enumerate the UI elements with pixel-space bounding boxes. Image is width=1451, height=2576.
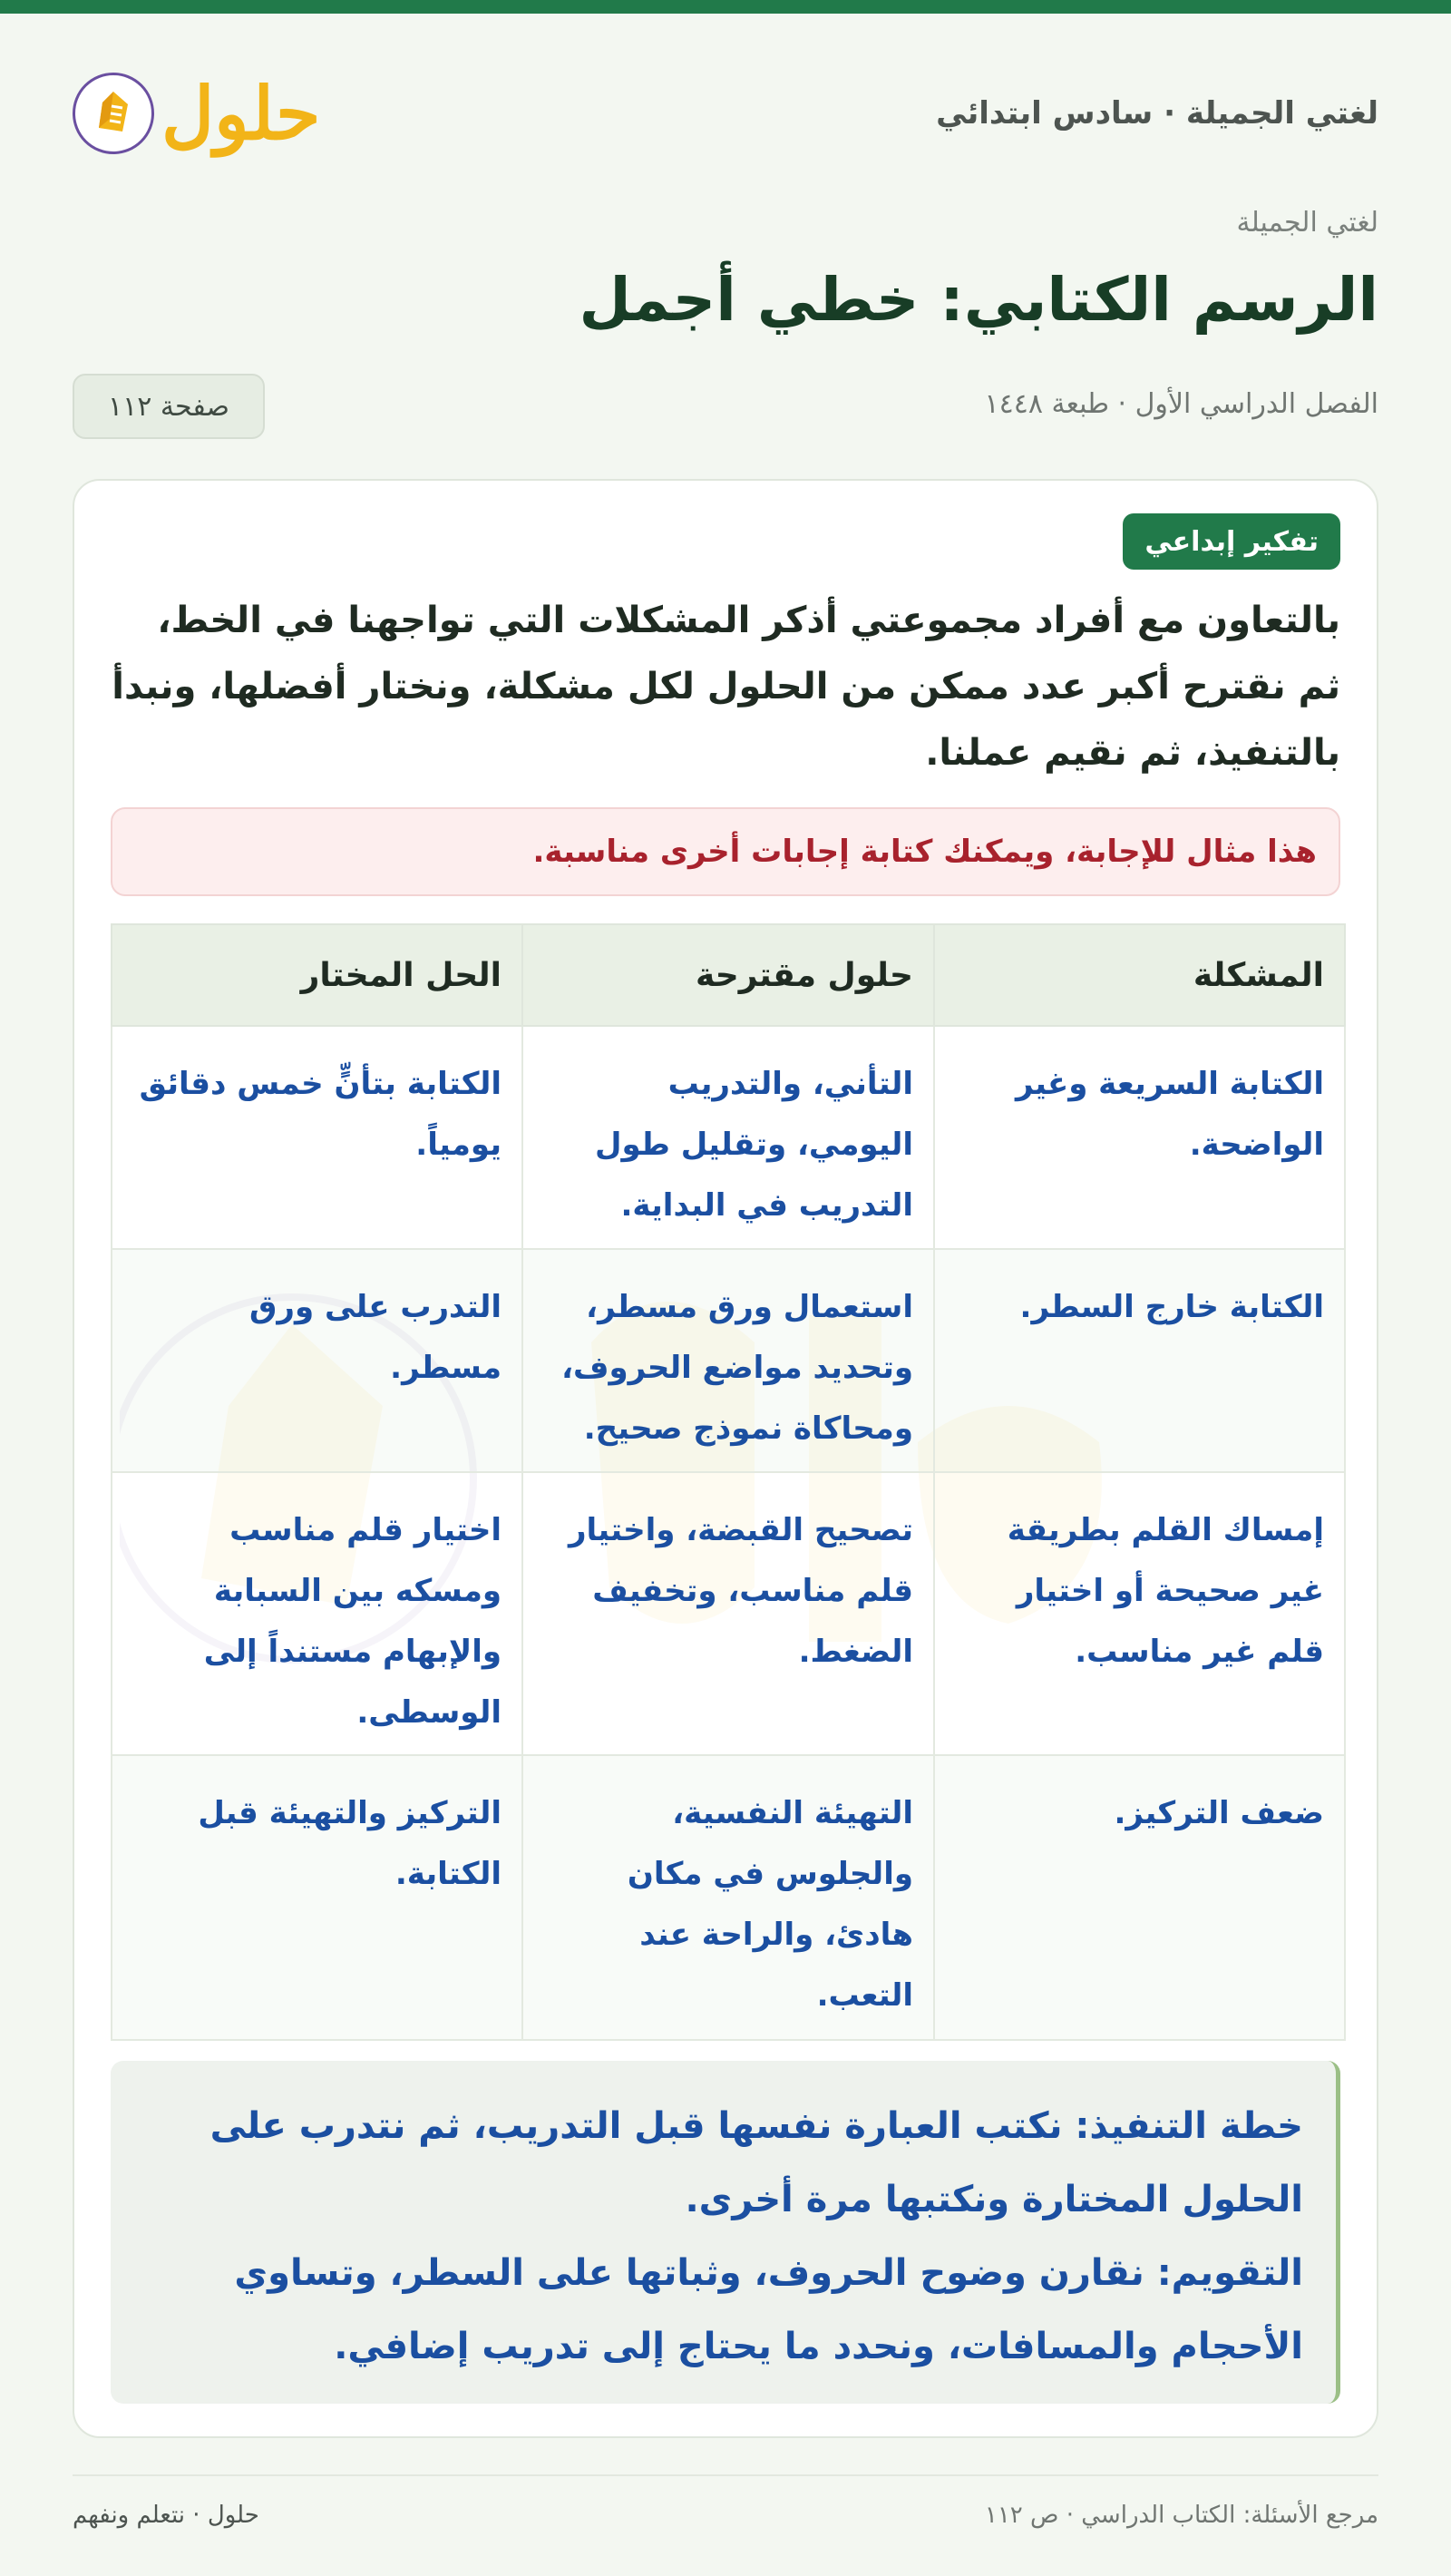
evaluation-text: التقويم: نقارن وضوح الحروف، وثباتها على السطر، وتساوي الأحجام والمسافات، ونحدد ما يحتاج إلى تدريب إضافي. [234,2252,1303,2367]
column-header-problem: المشكلة [934,924,1345,1026]
footer-brand: حلول · نتعلم ونفهم [73,2502,259,2529]
column-header-chosen: الحل المختار [112,924,522,1026]
table-header-row [112,924,1345,1026]
site-header [73,63,1378,163]
column-header-suggested: حلول مقترحة [522,924,934,1026]
suggested-cell: التهيئة النفسية، والجلوس في مكان هادئ، والراحة عند التعب. [522,1755,934,2040]
problem-cell: ضعف التركيز. [934,1755,1345,2040]
implementation-plan: خطة التنفيذ: نكتب العبارة نفسها قبل التدريب، ثم نتدرب على الحلول المختارة ونكتبها مرة أخرى. [209,2105,1303,2220]
chosen-cell: التدرب على ورق مسطر. [112,1249,522,1472]
page-number-badge: صفحة ١١٢ [73,374,265,439]
problem-cell: الكتابة خارج السطر. [934,1249,1345,1472]
site-logo[interactable] [73,73,320,154]
chosen-cell: اختيار قلم مناسب ومسكه بين السبابة والإبهام مستنداً إلى الوسطى. [112,1472,522,1755]
problem-cell: الكتابة السريعة وغير الواضحة. [934,1026,1345,1249]
plan-and-evaluation-box [111,2061,1340,2404]
header-subject: لغتي الجميلة · سادس ابتدائي [936,95,1378,132]
creative-thinking-tag: تفكير إبداعي [1123,513,1340,570]
footer-divider [73,2474,1378,2476]
suggested-cell: التأني، والتدريب اليومي، وتقليل طول التدريب في البداية. [522,1026,934,1249]
table-row [112,1755,1345,2040]
table-row [112,1026,1345,1249]
problem-cell: إمساك القلم بطريقة غير صحيحة أو اختيار قلم غير مناسب. [934,1472,1345,1755]
suggested-cell: استعمال ورق مسطر، وتحديد مواضع الحروف، ومحاكاة نموذج صحيح. [522,1249,934,1472]
chosen-cell: التركيز والتهيئة قبل الكتابة. [112,1755,522,2040]
top-accent-bar [0,0,1451,14]
edition-meta: الفصل الدراسي الأول · طبعة ١٤٤٨ [984,388,1378,420]
logo-wordmark: حلول [161,71,321,156]
table-row [112,1472,1345,1755]
sample-answer-note: هذا مثال للإجابة، ويمكنك كتابة إجابات أخرى مناسبة. [111,807,1340,896]
suggested-cell: تصحيح القبضة، واختيار قلم مناسب، وتخفيف الضغط. [522,1472,934,1755]
book-logo-icon [73,73,154,154]
footer-reference: مرجع الأسئلة: الكتاب الدراسي · ص ١١٢ [984,2502,1378,2529]
chosen-cell: الكتابة بتأنٍّ خمس دقائق يومياً. [112,1026,522,1249]
exercise-card [73,479,1378,2438]
page-title: الرسم الكتابي: خطي أجمل [579,265,1378,335]
subject-kicker: لغتي الجميلة [1236,207,1378,239]
solutions-table [111,923,1346,2041]
exercise-prompt: بالتعاون مع أفراد مجموعتي أذكر المشكلات التي تواجهنا في الخط، ثم نقترح أكبر عدد ممكن من الحلول لكل مشكلة، ونختار أفضلها، ونبدأ بالتنفيذ، ثم نقيم عملنا. [112,600,1340,774]
table-row [112,1249,1345,1472]
